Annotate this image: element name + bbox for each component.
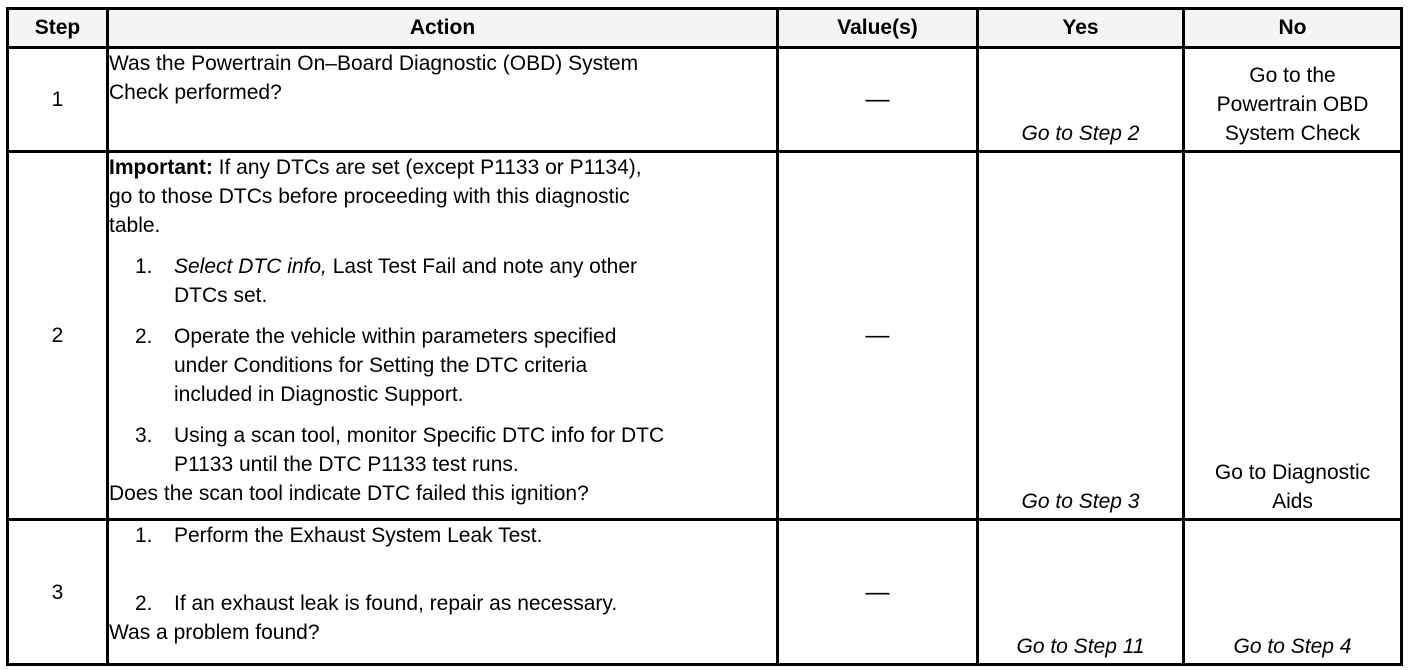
- action-cell: [108, 520, 778, 665]
- no-link: Go to Step 4: [1233, 635, 1352, 658]
- list-number: 2.: [135, 592, 153, 615]
- header-action: Action: [108, 9, 778, 48]
- list-text: included in Diagnostic Support.: [174, 383, 464, 406]
- value-cell: —: [778, 520, 978, 665]
- list-text: Using a scan tool, monitor Specific DTC info for DTC: [174, 424, 665, 447]
- list-text: If an exhaust leak is found, repair as necessary.: [174, 592, 618, 615]
- value-cell: —: [778, 48, 978, 152]
- list-item: [109, 521, 776, 550]
- question-text: Does the scan tool indicate DTC failed this ignition?: [109, 482, 589, 505]
- step-number: 3: [8, 520, 108, 665]
- step-number: 2: [8, 152, 108, 520]
- list-item: [109, 322, 776, 409]
- table-row-step-2: [8, 152, 1402, 520]
- list-item: [109, 589, 776, 618]
- table-row-step-3: [8, 520, 1402, 665]
- no-cell: [1184, 520, 1402, 665]
- yes-link: Go to Step 11: [1016, 635, 1145, 658]
- list-text: P1133 until the DTC P1133 test runs.: [174, 453, 519, 476]
- important-text: If any DTCs are set (except P1133 or P1134),: [212, 156, 642, 179]
- list-text: Perform the Exhaust System Leak Test.: [174, 524, 543, 547]
- no-cell: [1184, 152, 1402, 520]
- question-text: Was a problem found?: [109, 621, 320, 644]
- list-number: 2.: [135, 325, 153, 348]
- header-no: No: [1184, 9, 1402, 48]
- list-text: Select DTC info,: [174, 255, 327, 278]
- value-cell: —: [778, 152, 978, 520]
- step-number: 1: [8, 48, 108, 152]
- important-text: go to those DTCs before proceeding with this diagnostic: [109, 185, 630, 208]
- header-row: [8, 9, 1402, 48]
- table-row-step-1: [8, 48, 1402, 152]
- no-text: Powertrain OBD: [1216, 93, 1369, 116]
- yes-link: Go to Step 3: [1021, 490, 1140, 513]
- yes-link: Go to Step 2: [1021, 122, 1140, 145]
- list-number: 1.: [135, 255, 153, 278]
- important-label: Important:: [109, 156, 213, 179]
- header-yes: Yes: [978, 9, 1184, 48]
- procedure-list: [109, 521, 776, 618]
- no-text: Go to the: [1249, 64, 1336, 87]
- list-item: [109, 252, 776, 310]
- action-text: Was the Powertrain On–Board Diagnostic (OBD) System: [109, 52, 639, 75]
- list-number: 1.: [135, 524, 153, 547]
- list-text: Last Test Fail and note any other: [326, 255, 638, 278]
- list-text: Operate the vehicle within parameters specified: [174, 325, 617, 348]
- no-text: Go to Diagnostic: [1214, 461, 1371, 484]
- yes-cell: [978, 48, 1184, 152]
- no-text: Aids: [1272, 490, 1313, 513]
- no-text: System Check: [1224, 122, 1361, 145]
- list-item: [109, 421, 776, 479]
- yes-cell: [978, 520, 1184, 665]
- action-text: Check performed?: [109, 81, 282, 104]
- no-cell: [1184, 48, 1402, 152]
- yes-cell: [978, 152, 1184, 520]
- header-step: Step: [8, 9, 108, 48]
- diagnostic-table: [6, 7, 1403, 666]
- important-note: [109, 153, 776, 182]
- important-text: table.: [109, 214, 161, 237]
- procedure-list: [109, 252, 776, 479]
- header-values: Value(s): [778, 9, 978, 48]
- list-number: 3.: [135, 424, 153, 447]
- list-text: under Conditions for Setting the DTC criteria: [174, 354, 588, 377]
- list-text: DTCs set.: [174, 284, 268, 307]
- action-cell: [108, 48, 778, 152]
- action-cell: [108, 152, 778, 520]
